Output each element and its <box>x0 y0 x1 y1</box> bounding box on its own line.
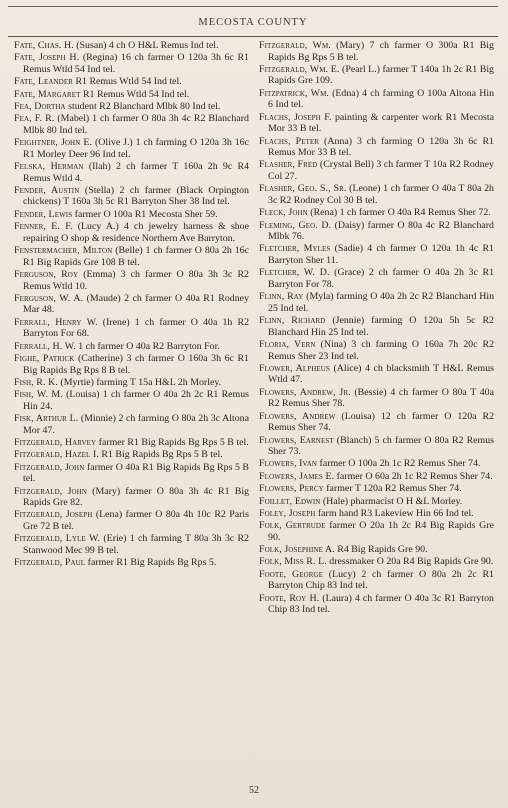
entry-name: Fitzgerald, Lyle W. <box>14 533 101 545</box>
entry-name: Fitzgerald, Paul <box>14 557 86 569</box>
entry-details: farmer O 60a 2h 1c R2 Remus Sher 74. <box>334 470 493 482</box>
entry-name: Ferrall, Henry W. <box>14 316 98 328</box>
entry-details: (Edna) 4 ch farming O 100a Altona Hin 6 Ind tel. <box>268 87 495 111</box>
entry-details: (Grace) 2 ch farmer O 40a 2h 3c R1 Barryton For 78. <box>268 267 495 290</box>
directory-entry <box>259 159 494 182</box>
directory-entry <box>259 40 494 63</box>
entry-name: Fighe, Patrick <box>14 352 75 364</box>
entry-name: Fender, Lewis <box>14 208 73 220</box>
entry-details: R4 Big Rapids Gre 90. <box>334 544 428 556</box>
directory-entry <box>259 243 494 266</box>
entry-name: Flasher, Fred <box>259 159 318 171</box>
entry-details: (Jennie) farming O 120a 5h 5c R2 Blanchard Hin 25 Ind tel. <box>268 315 494 338</box>
directory-entry <box>14 101 249 113</box>
directory-entry <box>259 569 494 592</box>
entry-name: Ferrall, H. W. <box>14 340 76 352</box>
entry-name: Flachs, Joseph F. <box>259 111 332 123</box>
entry-details: (Ilah) 2 ch farmer T 160a 2h 9c R4 Remus Wtld 4. <box>23 161 250 184</box>
directory-entry <box>14 462 249 485</box>
directory-entry <box>14 317 249 340</box>
entry-name: Fitzgerald, Harvey <box>14 436 97 448</box>
right-column <box>259 40 494 770</box>
directory-entry <box>14 437 249 449</box>
directory-entry <box>14 293 249 316</box>
directory-entry <box>14 161 249 184</box>
entry-details: (Nina) 3 ch farming O 160a 7h 20c R2 Remus Sher 23 Ind tel. <box>268 339 495 362</box>
directory-entry <box>259 508 494 520</box>
directory-entry <box>259 458 494 470</box>
entry-details: (Mabel) 1 ch farmer O 80a 3h 4c R2 Blanchard Mlbk 80 Ind tel. <box>23 113 249 136</box>
entry-name: Fate, Joseph H. <box>14 52 80 64</box>
entry-name: Fitzgerald, John <box>14 461 85 473</box>
entry-name: Fenstermacher, Milton <box>14 245 113 257</box>
entry-name: Folk, Josephine A. <box>259 544 335 556</box>
entry-details: (Susan) 4 ch O H&L Remus Ind tel. <box>73 40 219 51</box>
directory-entry <box>259 315 494 338</box>
entry-details: (Catherine) 3 ch farmer O 160a 3h 6c R1 Big Rapids Bg Rps 8 B tel. <box>23 352 249 376</box>
entry-name: Foillet, Edwin <box>259 495 321 507</box>
directory-entry <box>14 341 249 353</box>
directory-entry <box>14 557 249 569</box>
entry-name: Flowers, Andrew, Jr. <box>259 386 351 398</box>
directory-entry <box>259 291 494 314</box>
entry-name: Folk, Miss R. L. <box>259 556 327 568</box>
entry-details: (Mary) farmer O 80a 3h 4c R1 Big Rapids Gre 82. <box>23 485 250 509</box>
directory-entry <box>259 411 494 434</box>
entry-details: R1 Remus Wtld 54 Ind tel. <box>72 76 182 88</box>
entry-details: (Emma) 3 ch farmer O 80a 3h 3c R2 Remus Wtld 10. <box>23 268 249 292</box>
entry-details: farmer T 120a R2 Remus Sher 74. <box>323 483 462 495</box>
entry-name: Fitzgerald, Joseph <box>14 509 93 521</box>
directory-entry <box>14 509 249 532</box>
directory-entry <box>259 339 494 362</box>
top-rule <box>8 6 498 7</box>
directory-entry <box>14 89 249 101</box>
directory-entry <box>14 185 249 208</box>
entry-name: Folk, Gertrude <box>259 520 326 532</box>
entry-details: (Erie) 1 ch farming T 80a 3h 3c R2 Stanwood Mec 99 B tel. <box>23 533 249 556</box>
entry-details: (Blanch) 5 ch farmer O 80a R2 Remus Sher 73. <box>268 434 494 458</box>
entry-details: (Belle) 1 ch farmer O 80a 2h 16c R1 Big Rapids Gre 108 B tel. <box>23 245 249 268</box>
entry-name: Flowers, Percy <box>259 483 324 495</box>
directory-entry <box>14 413 249 436</box>
directory-entry <box>259 64 494 87</box>
entry-details: farmer O 20a 1h 2c R4 Big Rapids Gre 90. <box>268 520 494 543</box>
entry-details: (Mary) 7 ch farmer O 300a R1 Big Rapids Bg Rps 5 B tel. <box>268 40 494 63</box>
entry-details: (Laura) 4 ch farmer O 40a 3c R1 Barryton Chip 83 Ind tel. <box>268 592 494 616</box>
page-header <box>8 8 498 37</box>
directory-entry <box>259 88 494 111</box>
entry-details: (Alice) 4 ch blacksmith T H&L Remus Wtld 47. <box>268 362 494 386</box>
directory-entry <box>14 221 249 244</box>
directory-entry <box>14 449 249 461</box>
entry-details: farmer R1 Big Rapids Bg Rps 5 B tel. <box>96 436 249 448</box>
directory-entry <box>259 435 494 458</box>
entry-details: (Rena) 1 ch farmer O 40a R4 Remus Sher 72. <box>307 207 491 219</box>
directory-columns <box>14 40 494 770</box>
entry-details: dressmaker O 20a R4 Big Rapids Gre 90. <box>326 556 494 568</box>
entry-name: Fitzgerald, Wm. E. <box>259 63 340 75</box>
entry-details: farmer O 40a R1 Big Rapids Bg Rps 5 B tel. <box>23 461 249 485</box>
entry-name: Fitzgerald, Wm. <box>259 40 331 51</box>
entry-details: (Irene) 1 ch farmer O 40a 1h R2 Barryton For 68. <box>23 316 250 340</box>
directory-entry <box>259 483 494 495</box>
directory-entry <box>14 533 249 556</box>
entry-name: Flowers, Earnest <box>259 434 334 446</box>
entry-details: (Lena) farmer O 80a 4h 10c R2 Paris Gre 72 B tel. <box>23 509 249 532</box>
entry-details: (Lucy A.) 4 ch jewelry harness & shoe repairing O shop & residence Northern Ave Barryton. <box>23 221 250 244</box>
directory-entry <box>14 269 249 292</box>
entry-name: Flowers, Ivan <box>259 458 318 470</box>
entry-name: Fitzgerald, John <box>14 485 88 497</box>
entry-name: Fitzpatrick, Wm. <box>259 87 329 99</box>
entry-name: Foote, George <box>259 568 324 580</box>
directory-entry <box>259 363 494 386</box>
entry-name: Fea, Dortha <box>14 100 66 112</box>
entry-name: Floria, Vern <box>259 339 316 351</box>
entry-name: Fea, F. R. <box>14 113 55 125</box>
entry-details: student R2 Blanchard Mlbk 80 Ind tel. <box>65 100 221 112</box>
entry-details: (Daisy) farmer O 80a 4c R2 Blanchard Mlbk 76. <box>268 219 494 243</box>
entry-name: Foley, Joseph <box>259 507 316 519</box>
entry-name: Flinn, Richard <box>259 315 326 327</box>
entry-name: Ferguson, W. A. <box>14 292 84 304</box>
directory-entry <box>14 40 249 52</box>
entry-details: (Sadie) 4 ch farmer O 120a 1h 4c R1 Barryton Sher 11. <box>268 243 494 267</box>
entry-details: (Minnie) 2 ch farming O 80a 2h 3c Altona Mor 47. <box>23 413 249 436</box>
left-column <box>14 40 249 770</box>
entry-name: Fate, Chas. H. <box>14 40 74 51</box>
directory-entry <box>259 387 494 410</box>
entry-name: Feightner, John E. <box>14 137 93 149</box>
directory-entry <box>259 471 494 483</box>
entry-name: Fate, Leander <box>14 76 73 88</box>
entry-name: Fleck, John <box>259 207 308 219</box>
entry-name: Fitzgerald, Hazel I. <box>14 449 99 461</box>
county-title: MECOSTA COUNTY <box>198 16 308 28</box>
directory-entry <box>14 486 249 509</box>
directory-entry <box>259 220 494 243</box>
entry-details: farmer O 100a 2h 1c R2 Remus Sher 74. <box>317 458 481 470</box>
page-number: 52 <box>249 785 259 796</box>
directory-entry <box>259 267 494 290</box>
entry-details: 1 ch farmer O 40a R2 Barryton For. <box>75 340 220 352</box>
entry-name: Felska, Herman <box>14 161 84 173</box>
entry-name: Foote, Roy H. <box>259 592 320 604</box>
entry-name: Fisk, Arthur L. <box>14 413 79 425</box>
directory-entry <box>14 76 249 88</box>
directory-entry <box>14 52 249 75</box>
entry-details: R1 Remus Wtld 54 Ind tel. <box>80 88 190 100</box>
directory-entry <box>14 245 249 268</box>
entry-name: Flasher, Geo. S., Sr. <box>259 183 347 195</box>
directory-entry <box>259 593 494 616</box>
entry-name: Flinn, Ray <box>259 291 304 303</box>
entry-details: farmer R1 Big Rapids Bg Rps 5. <box>85 557 217 569</box>
entry-name: Fletcher, W. D. <box>259 267 330 279</box>
entry-details: (Louisa) 12 ch farmer O 120a R2 Remus Sher 74. <box>268 410 495 434</box>
entry-details: R1 Big Rapids Bg Rps 5 B tel. <box>98 449 223 461</box>
entry-details: (Myla) farming O 40a 2h 2c R2 Blanchard Hin 25 Ind tel. <box>268 291 495 314</box>
entry-details: (Hale) pharmacist O H &L Morley. <box>320 495 463 507</box>
directory-entry <box>14 377 249 389</box>
entry-details: (Bessie) 4 ch farmer O 80a T 40a R2 Remus Sher 78. <box>268 386 494 410</box>
directory-entry <box>14 389 249 412</box>
directory-entry <box>14 113 249 136</box>
directory-entry <box>259 207 494 219</box>
directory-entry <box>14 353 249 376</box>
entry-details: (Lucy) 2 ch farmer O 80a 2h 2c R1 Barryton Chip 83 Ind tel. <box>268 568 494 592</box>
directory-entry <box>259 520 494 543</box>
directory-entry <box>14 209 249 221</box>
entry-name: Fish, W. M. <box>14 389 63 401</box>
entry-details: farmer O 100a R1 Mecosta Sher 59. <box>72 208 218 220</box>
entry-name: Fate, Margaret <box>14 88 81 100</box>
entry-name: Flachs, Peter <box>259 135 320 147</box>
entry-details: (Crystal Bell) 3 ch farmer T 10a R2 Rodney Col 27. <box>268 159 494 182</box>
directory-entry <box>259 112 494 135</box>
entry-name: Ferguson, Roy <box>14 268 79 280</box>
entry-details: (Pearl L.) farmer T 140a 1h 2c R1 Big Rapids Gre 109. <box>268 63 494 87</box>
entry-details: (Regina) 16 ch farmer O 120a 3h 6c R1 Remus Wtld 54 Ind tel. <box>23 52 249 75</box>
directory-entry <box>259 556 494 568</box>
entry-name: Fletcher, Myles <box>259 243 331 255</box>
entry-details: (Louisa) 1 ch farmer O 40a 2h 2c R1 Remus Hin 24. <box>23 389 249 412</box>
entry-name: Fenner, E. F. <box>14 221 73 233</box>
entry-details: (Myrtie) farming T 15a H&L 2h Morley. <box>57 376 222 388</box>
entry-details: farm hand R3 Lakeview Hin 66 Ind tel. <box>315 507 474 519</box>
entry-name: Fleming, Geo. D. <box>259 219 332 231</box>
directory-entry <box>259 496 494 508</box>
entry-details: painting & carpenter work R1 Mecosta Mor 33 B tel. <box>268 111 495 135</box>
entry-name: Flowers, James E. <box>259 470 335 482</box>
entry-name: Flowers, Andrew <box>259 410 336 422</box>
directory-entry <box>259 544 494 556</box>
entry-name: Flower, Alpheus <box>259 362 330 374</box>
entry-name: Fish, R. K. <box>14 376 58 388</box>
entry-details: (Anna) 3 ch farming O 120a 3h 6c R1 Remus Mor 33 B tel. <box>268 135 494 159</box>
entry-name: Fender, Austin <box>14 184 80 196</box>
directory-entry <box>259 183 494 206</box>
entry-details: (Leone) 1 ch farmer O 40a T 80a 2h 3c R2 Rodney Col 30 B tel. <box>268 183 494 206</box>
entry-details: (Maude) 2 ch farmer O 40a R1 Rodney Mar 48. <box>23 292 250 316</box>
entry-details: (Stella) 2 ch farmer (Black Orpington chickens) T 160a 3h 5c R1 Barryton Sher 38 Ind tel. <box>23 184 249 208</box>
directory-entry <box>14 137 249 160</box>
entry-details: (Olive J.) 1 ch farming O 120a 3h 16c R1 Morley Deer 96 Ind tel. <box>23 137 250 160</box>
directory-entry <box>259 136 494 159</box>
